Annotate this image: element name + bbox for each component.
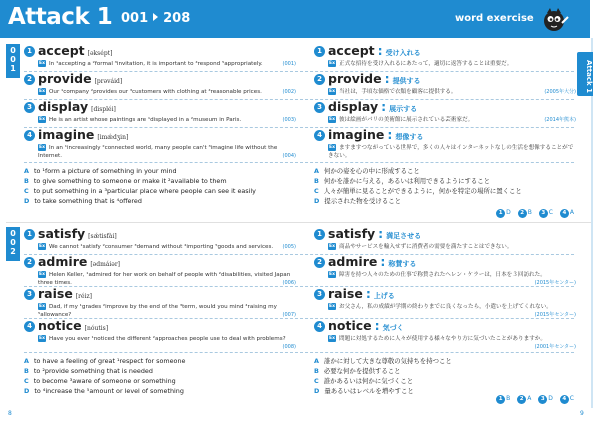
choice-text: 何かを誰かに与える，あるいは利用できるようにすること — [323, 177, 491, 185]
word-row — [24, 43, 574, 72]
example-source: (004) — [282, 153, 296, 159]
example-tag-icon: Ex — [39, 336, 45, 341]
example-text: 商品やサービスを輸入せずに消費者の需要を満たすことはできない。 — [339, 244, 513, 250]
word-row — [24, 127, 574, 163]
example-ja — [328, 271, 576, 287]
headword — [328, 318, 404, 333]
range-label — [121, 11, 190, 26]
headword-text: accept — [38, 43, 85, 58]
choice-letter: C — [314, 187, 319, 195]
example-source: (2015年センター) — [534, 280, 576, 286]
choice-text: to ²provide something that is needed — [33, 367, 153, 375]
section-badge — [6, 44, 20, 78]
example-source: (007) — [282, 312, 296, 318]
choice-en — [24, 357, 185, 366]
headword-text: imagine — [38, 127, 95, 142]
example-tag-icon: Ex — [329, 336, 335, 341]
definition-choices — [24, 357, 576, 407]
headword — [38, 286, 92, 301]
badge-digit: 1 — [10, 64, 16, 73]
example-tag-icon: Ex — [39, 89, 45, 94]
colon: : — [378, 226, 384, 241]
answer-number: 1 — [496, 209, 505, 218]
page-title: Attack 1 — [8, 4, 113, 30]
example-text: Helen Keller, ¹admired for her work on behalf of people with ²disabilities, visited Japan three times. — [38, 272, 291, 286]
meaning: 展示する — [389, 105, 418, 113]
example-en — [38, 335, 296, 351]
pronunciation: [réiz] — [75, 293, 92, 300]
answer-number: 4 — [560, 395, 569, 404]
item-number: 3 — [24, 102, 35, 113]
word-row — [24, 318, 576, 353]
choice-text: 何かの姿を心の中に形成すること — [323, 167, 420, 175]
headword — [38, 127, 128, 142]
choice-text: 人々が簡単に見ることができるように，何かを特定の場所に置くこと — [323, 187, 522, 195]
section-001 — [6, 44, 574, 220]
example-source: (2014年熊本) — [544, 117, 576, 123]
example-tag-icon: Ex — [329, 272, 335, 277]
headword — [38, 318, 108, 333]
headword-text: admire — [328, 254, 378, 269]
example-en — [38, 303, 296, 319]
choice-text: to take something that is ⁴offered — [34, 197, 142, 205]
word-row — [24, 254, 576, 287]
choice-text: 量あるいはレベルを増やすこと — [324, 387, 414, 395]
meaning: 気づく — [382, 324, 404, 332]
word-row — [24, 286, 576, 319]
example-ja — [328, 144, 576, 160]
choice-en — [24, 367, 153, 376]
choice-letter: B — [24, 177, 29, 185]
pronunciation: [prəváid] — [94, 78, 123, 85]
example-text: ますますつながっている世界で，多くの人々はインターネットなしの生活を想像することができない。 — [328, 145, 574, 159]
example-source: (2001年センター) — [534, 344, 576, 350]
example-en — [38, 60, 296, 68]
badge-digit: 0 — [10, 55, 16, 64]
item-number: 3 — [24, 289, 35, 300]
triangle-right-icon — [153, 13, 158, 21]
example-tag-icon: Ex — [329, 89, 335, 94]
example-ja — [328, 303, 576, 319]
answer-number: 4 — [560, 209, 569, 218]
choice-ja — [314, 177, 490, 186]
range-end: 208 — [163, 11, 191, 26]
choice-letter: D — [314, 387, 320, 395]
example-tag-icon: Ex — [329, 145, 335, 150]
example-text: Have you ever ¹noticed the different ²approaches people use to deal with problems? — [49, 336, 286, 342]
badge-digit: 0 — [10, 229, 16, 238]
item-number: 2 — [24, 74, 35, 85]
item-number: 4 — [314, 130, 325, 141]
choice-letter: A — [24, 167, 29, 175]
answer-letter: B — [506, 395, 511, 402]
choice-letter: D — [24, 197, 30, 205]
item-number: 1 — [24, 46, 35, 57]
choice-letter: A — [24, 357, 29, 365]
item-number: 1 — [314, 46, 325, 57]
answer-letter: A — [569, 209, 574, 216]
headword — [38, 226, 117, 241]
choice-ja — [314, 367, 401, 376]
choice-text: to become ³aware of someone or something — [33, 377, 176, 385]
headword — [328, 127, 423, 142]
choice-en — [24, 377, 176, 386]
colon: : — [374, 318, 380, 333]
choice-letter: B — [314, 367, 319, 375]
section-badge — [6, 227, 20, 261]
pronunciation: [displéi] — [91, 106, 116, 113]
choice-text: 誰かに対して大きな尊敬の気持ちを持つこと — [323, 357, 452, 365]
answer-number: 2 — [518, 209, 527, 218]
meaning: 提供する — [392, 77, 421, 85]
badge-digit: 2 — [10, 247, 16, 256]
choice-text: to ⁴increase the ⁵amount or level of something — [34, 387, 184, 395]
example-tag-icon: Ex — [39, 272, 45, 277]
meaning: 受け入れる — [385, 49, 421, 57]
choice-letter: C — [24, 187, 29, 195]
example-source: (002) — [282, 89, 296, 95]
word-row — [24, 226, 574, 255]
headword-text: notice — [38, 318, 82, 333]
headword-text: display — [38, 99, 89, 114]
example-en — [38, 243, 296, 251]
header-bar — [0, 0, 590, 38]
page-number-right: 9 — [580, 410, 584, 417]
example-source: (006) — [282, 280, 296, 286]
answer-number: 3 — [539, 209, 548, 218]
choice-text: to give something to someone or make it ²available to them — [33, 177, 227, 185]
answer-number: 3 — [538, 395, 547, 404]
example-ja — [328, 60, 576, 68]
choice-letter: D — [24, 387, 30, 395]
colon: : — [381, 99, 387, 114]
pronunciation: [əksépt] — [87, 50, 113, 57]
example-tag-icon: Ex — [39, 61, 45, 66]
side-tab: Attack 1 — [577, 52, 593, 96]
choice-text: to put something in a ³particular place where people can see it easily — [33, 187, 256, 195]
choice-text: 誰かあるいは何かに気づくこと — [323, 377, 414, 385]
choice-en — [24, 177, 227, 186]
headword-text: display — [328, 99, 379, 114]
meaning: 満足させる — [386, 232, 422, 240]
headword — [38, 71, 122, 86]
example-text: 正式な招待を受け入れるにあたって，適切に返答することは重要だ。 — [339, 61, 513, 67]
choice-letter: B — [314, 177, 319, 185]
pronunciation: [sǽtisfài] — [88, 233, 117, 240]
example-text: 問題に対処するために人々が使用する様々なやり方に気づいたことがありますか。 — [339, 336, 546, 342]
example-text: In ¹accepting a ²formal ³invitation, it is important to ⁴respond ⁵appropriately. — [49, 61, 263, 67]
section-divider — [6, 222, 591, 223]
headword-text: admire — [38, 254, 88, 269]
item-number: 1 — [24, 229, 35, 240]
item-number: 3 — [314, 289, 325, 300]
answer-key — [491, 395, 574, 404]
word-row — [24, 99, 576, 128]
answer-number: 2 — [517, 395, 526, 404]
example-tag-icon: Ex — [329, 244, 335, 249]
example-en — [38, 271, 296, 287]
item-number: 2 — [24, 257, 35, 268]
choice-letter: A — [314, 167, 319, 175]
choice-letter: A — [314, 357, 319, 365]
headword-text: satisfy — [328, 226, 376, 241]
answer-letter: A — [527, 395, 532, 402]
answer-letter: B — [527, 209, 532, 216]
answer-key — [491, 209, 574, 218]
badge-digit: 0 — [10, 46, 16, 55]
example-tag-icon: Ex — [329, 61, 335, 66]
colon: : — [380, 254, 386, 269]
item-number: 4 — [24, 130, 35, 141]
choice-letter: B — [24, 367, 29, 375]
example-source: (001) — [282, 61, 296, 67]
choice-en — [24, 197, 142, 206]
example-tag-icon: Ex — [39, 145, 45, 150]
example-en — [38, 144, 296, 160]
headword-text: provide — [38, 71, 92, 86]
choice-ja — [314, 377, 413, 386]
example-source: (003) — [282, 117, 296, 123]
item-number: 4 — [24, 321, 35, 332]
pronunciation: [ədmáiər] — [90, 261, 121, 268]
example-source: (2015年センター) — [534, 312, 576, 318]
example-ja — [328, 88, 576, 96]
colon: : — [377, 43, 383, 58]
example-text: Dad, if my ¹grades ²improve by the end of the ³term, would you mind ⁴raising my ⁵allowance? — [38, 304, 277, 318]
choice-ja — [314, 197, 401, 206]
example-text: 彼は絵画がパリの美術館に展示されている芸術家だ。 — [339, 117, 474, 123]
colon: : — [387, 127, 393, 142]
choice-en — [24, 187, 256, 196]
choice-text: to have a feeling of great ¹respect for someone — [33, 357, 186, 365]
choice-letter: C — [24, 377, 29, 385]
headword — [328, 99, 417, 114]
choice-text: 提示された物を受けること — [324, 197, 401, 205]
example-text: He is an artist whose paintings are ¹displayed in a ²museum in Paris. — [49, 117, 242, 123]
choice-en — [24, 167, 177, 176]
example-en — [38, 116, 296, 124]
headword-text: notice — [328, 318, 372, 333]
badge-digit: 0 — [10, 238, 16, 247]
headword-text: imagine — [328, 127, 385, 142]
pronunciation: [imǽdʒin] — [97, 134, 129, 141]
headword — [328, 286, 395, 301]
example-ja — [328, 116, 576, 124]
example-tag-icon: Ex — [39, 304, 45, 309]
item-number: 1 — [314, 229, 325, 240]
choice-text: 必要な何かを提供すること — [323, 367, 401, 375]
item-number: 2 — [314, 74, 325, 85]
example-en — [38, 88, 296, 96]
example-text: In an ¹increasingly ²connected world, many people can't ³imagine life without the Internet. — [38, 145, 278, 159]
answer-letter: C — [548, 209, 553, 216]
colon: : — [365, 286, 371, 301]
choice-text: to ¹form a picture of something in your mind — [33, 167, 177, 175]
example-tag-icon: Ex — [39, 244, 45, 249]
headword — [328, 226, 421, 241]
example-source: (008) — [282, 344, 296, 350]
headword — [38, 99, 116, 114]
answer-letter: D — [548, 395, 553, 402]
headword-text: accept — [328, 43, 375, 58]
choice-ja — [314, 187, 522, 196]
mascot-icon — [538, 3, 570, 35]
example-tag-icon: Ex — [329, 117, 335, 122]
colon: : — [384, 71, 390, 86]
pronunciation: [nóutis] — [84, 325, 109, 332]
choice-letter: C — [314, 377, 319, 385]
headword — [328, 71, 421, 86]
page-number-left: 8 — [8, 410, 12, 417]
choice-ja — [314, 387, 414, 396]
choice-ja — [314, 357, 452, 366]
headword-text: raise — [38, 286, 73, 301]
section-002 — [6, 227, 574, 407]
example-text: Our ¹company ²provides our ³customers with clothing at ⁴reasonable prices. — [49, 89, 262, 95]
item-number: 4 — [314, 321, 325, 332]
example-ja — [328, 243, 576, 251]
headword — [328, 254, 416, 269]
example-tag-icon: Ex — [329, 304, 335, 309]
meaning: 上げる — [373, 292, 395, 300]
answer-number: 1 — [496, 395, 505, 404]
example-ja — [328, 335, 576, 351]
exercise-label: word exercise — [455, 13, 534, 24]
choice-ja — [314, 167, 420, 176]
example-source: (005) — [282, 244, 296, 250]
example-text: お父さん，私の成績が学期の終わりまでに良くなったら，小遣いを上げてくれない。 — [339, 304, 552, 310]
headword-text: satisfy — [38, 226, 86, 241]
example-text: We cannot ¹satisfy ²consumer ³demand without ⁴importing ⁵goods and services. — [49, 244, 274, 250]
definition-choices — [24, 167, 576, 219]
headword — [38, 43, 112, 58]
headword-text: raise — [328, 286, 363, 301]
example-text: 当社は，手頃な価格で衣類を顧客に提供する。 — [339, 89, 457, 95]
headword-text: provide — [328, 71, 382, 86]
choice-en — [24, 387, 184, 396]
headword — [38, 254, 120, 269]
answer-letter: C — [569, 395, 574, 402]
item-number: 2 — [314, 257, 325, 268]
example-tag-icon: Ex — [39, 117, 45, 122]
range-start: 001 — [121, 11, 149, 26]
word-row — [24, 71, 576, 100]
meaning: 想像する — [395, 133, 424, 141]
example-text: 障害を持つ人々のための仕事で称賛されたヘレン・ケラーは，日本を３回訪れた。 — [339, 272, 546, 278]
choice-letter: D — [314, 197, 320, 205]
item-number: 3 — [314, 102, 325, 113]
headword — [328, 43, 421, 58]
meaning: 称賛する — [388, 260, 417, 268]
example-source: (2005年大分) — [544, 89, 576, 95]
answer-letter: D — [506, 209, 511, 216]
